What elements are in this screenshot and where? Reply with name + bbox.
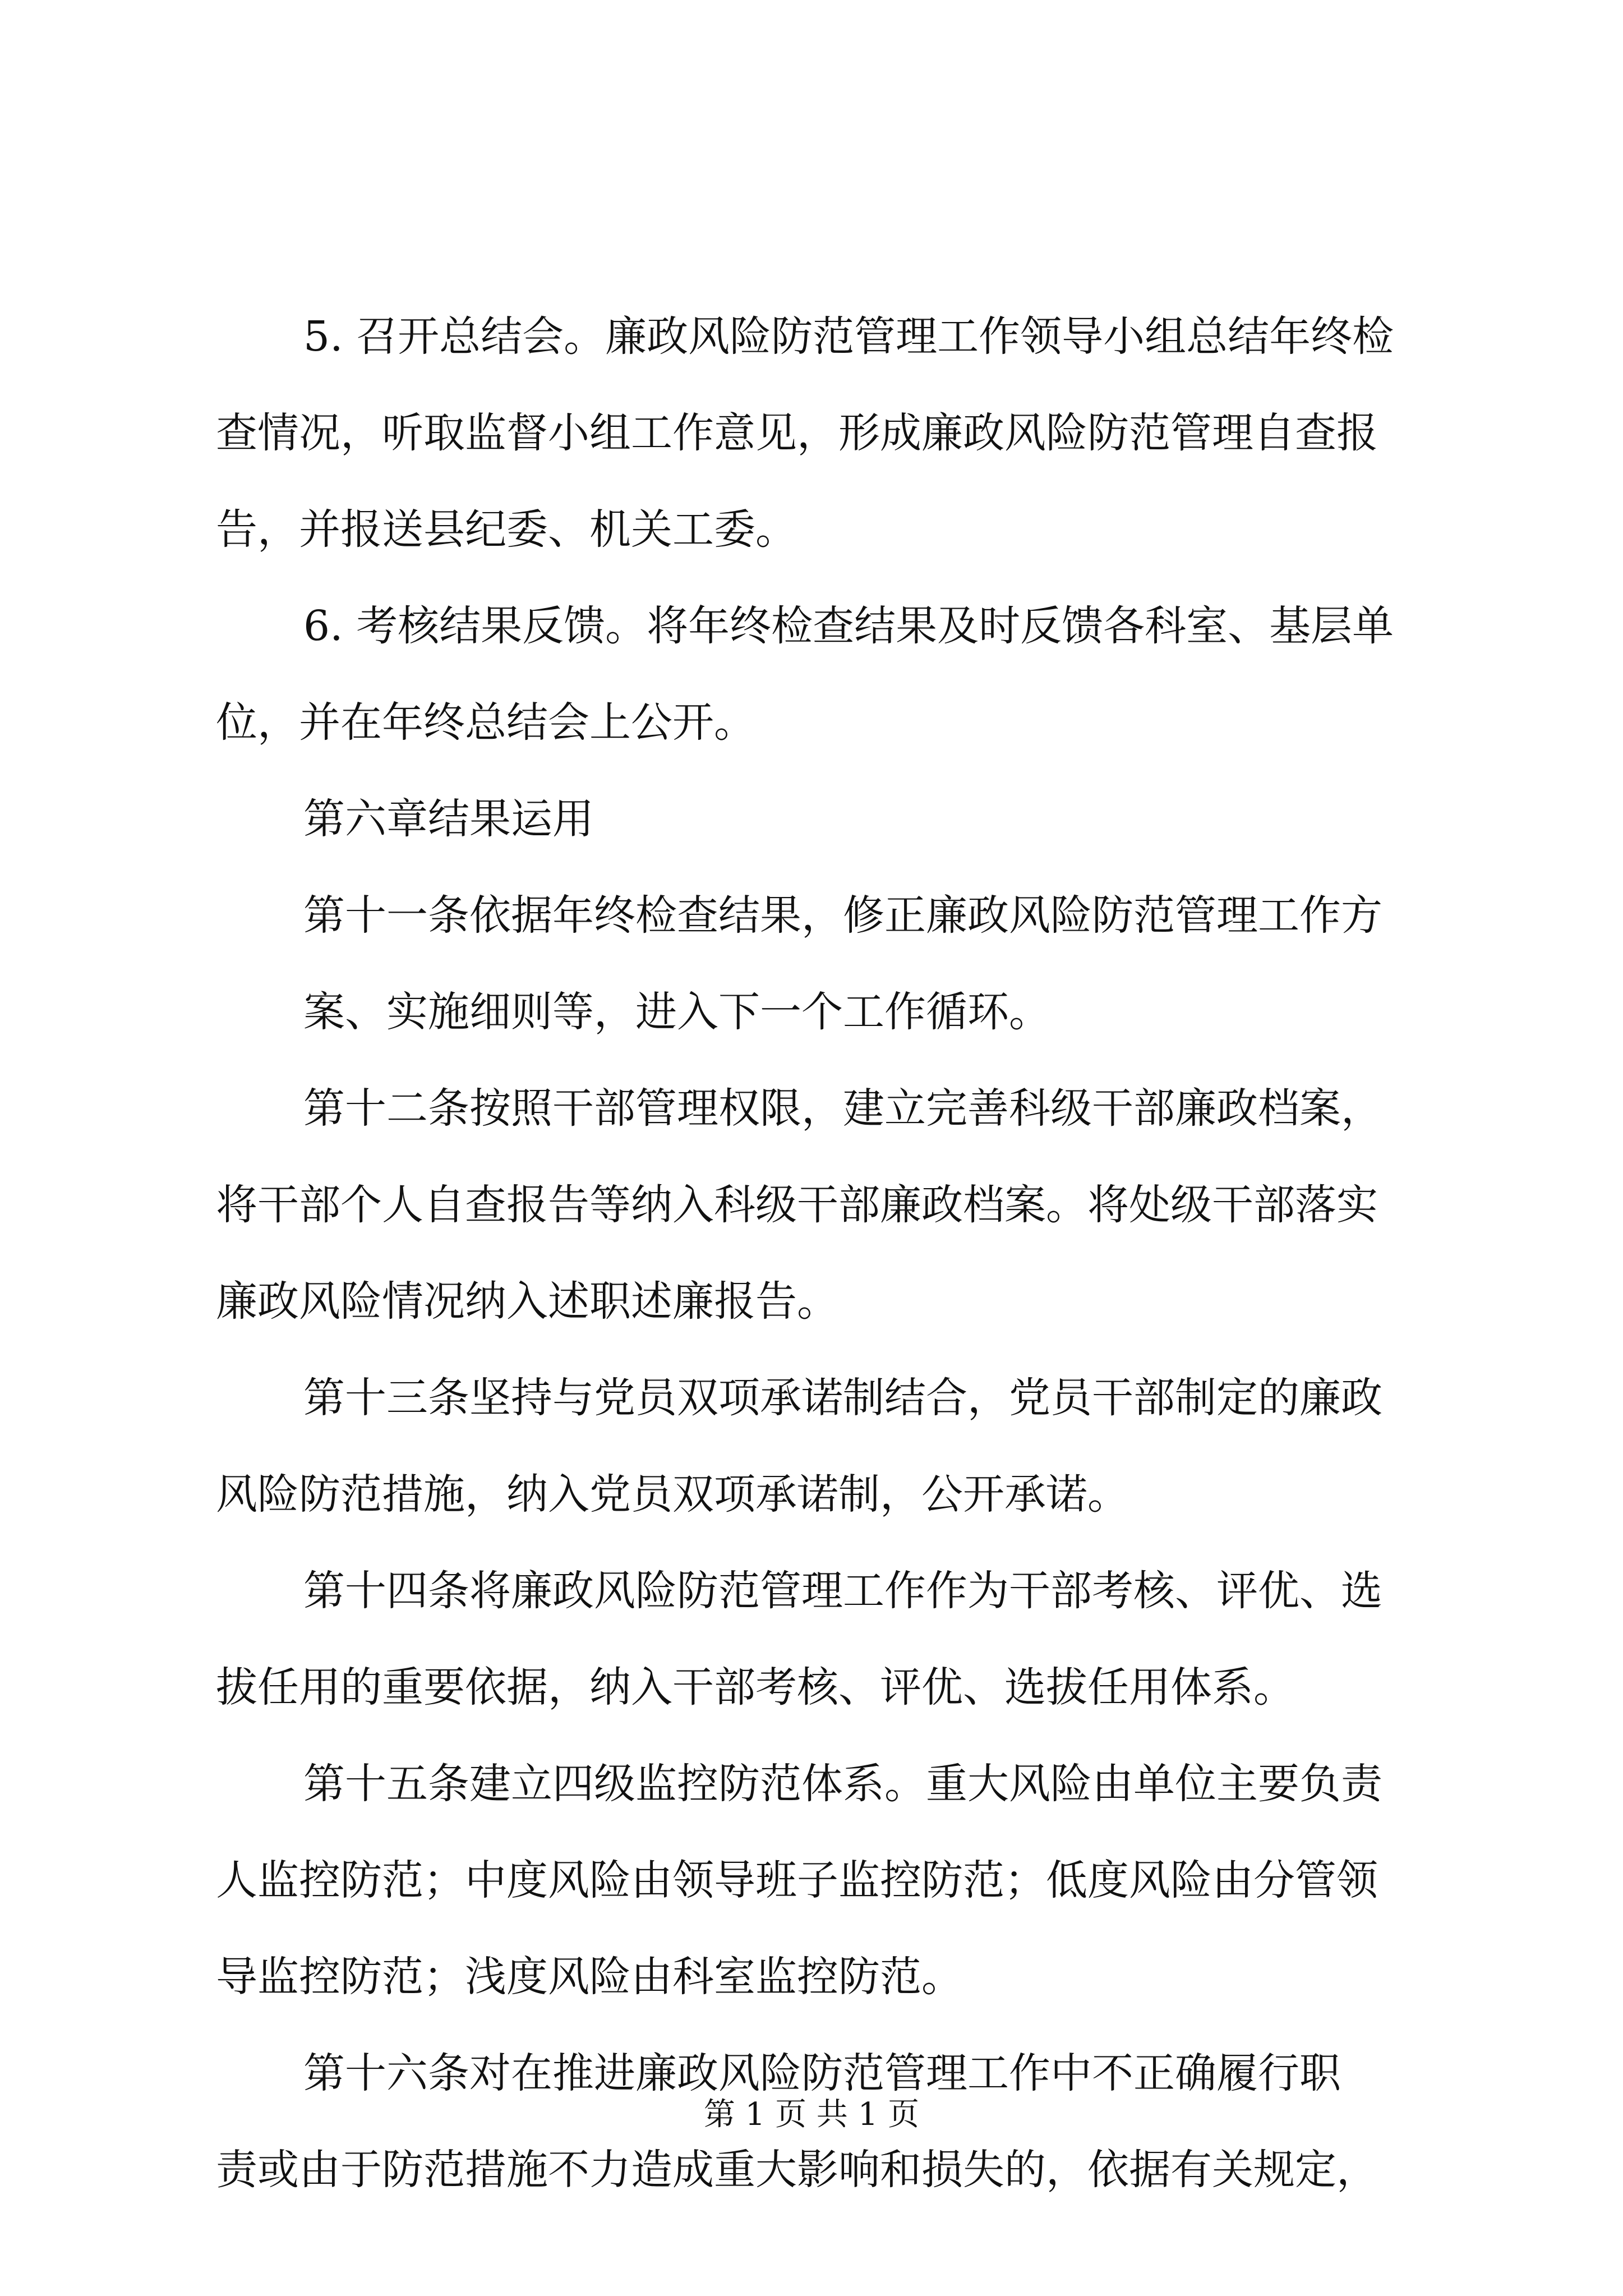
article-15-line-2: 人监控防范；中度风险由领导班子监控防范；低度风险由分管领 — [216, 1856, 1378, 1904]
article-16-line-2: 责或由于防范措施不力造成重大影响和损失的，依据有关规定， — [216, 2146, 1378, 2194]
article-13-line-1: 第十三条坚持与党员双项承诺制结合，党员干部制定的廉政 — [303, 1374, 1382, 1422]
page-footer: 第 1 页 共 1 页 — [703, 2096, 920, 2133]
article-12-line-3: 廉政风险情况纳入述职述廉报告。 — [216, 1277, 838, 1326]
article-15-line-1: 第十五条建立四级监控防范体系。重大风险由单位主要负责 — [303, 1760, 1382, 1808]
article-16-line-1: 第十六条对在推进廉政风险防范管理工作中不正确履行职 — [303, 2049, 1341, 2097]
article-11-line-1: 第十一条依据年终检查结果，修正廉政风险防范管理工作方 — [303, 891, 1382, 940]
paragraph-5-line-3: 告，并报送县纪委、机关工委。 — [216, 505, 797, 554]
article-15-line-3: 导监控防范；浅度风险由科室监控防范。 — [216, 1953, 963, 2001]
paragraph-5-line-2: 查情况，听取监督小组工作意见，形成廉政风险防范管理自查报 — [216, 409, 1378, 457]
article-12-line-1: 第十二条按照干部管理权限，建立完善科级干部廉政档案， — [303, 1084, 1382, 1133]
article-14-line-2: 拔任用的重要依据，纳入干部考核、评优、选拔任用体系。 — [216, 1663, 1295, 1711]
article-12-line-2: 将干部个人自查报告等纳入科级干部廉政档案。将处级干部落实 — [216, 1181, 1378, 1229]
article-14-line-1: 第十四条将廉政风险防范管理工作作为干部考核、评优、选 — [303, 1567, 1382, 1615]
paragraph-6-line-1: 6. 考核结果反馈。将年终检查结果及时反馈各科室、基层单 — [303, 602, 1394, 650]
paragraph-5-line-1: 5. 召开总结会。廉政风险防范管理工作领导小组总结年终检 — [303, 312, 1394, 361]
article-11-line-2: 案、实施细则等，进入下一个工作循环。 — [303, 988, 1050, 1036]
article-13-line-2: 风险防范措施，纳入党员双项承诺制，公开承诺。 — [216, 1470, 1129, 1519]
chapter-heading: 第六章结果运用 — [303, 795, 594, 843]
paragraph-6-line-2: 位，并在年终总结会上公开。 — [216, 698, 755, 747]
